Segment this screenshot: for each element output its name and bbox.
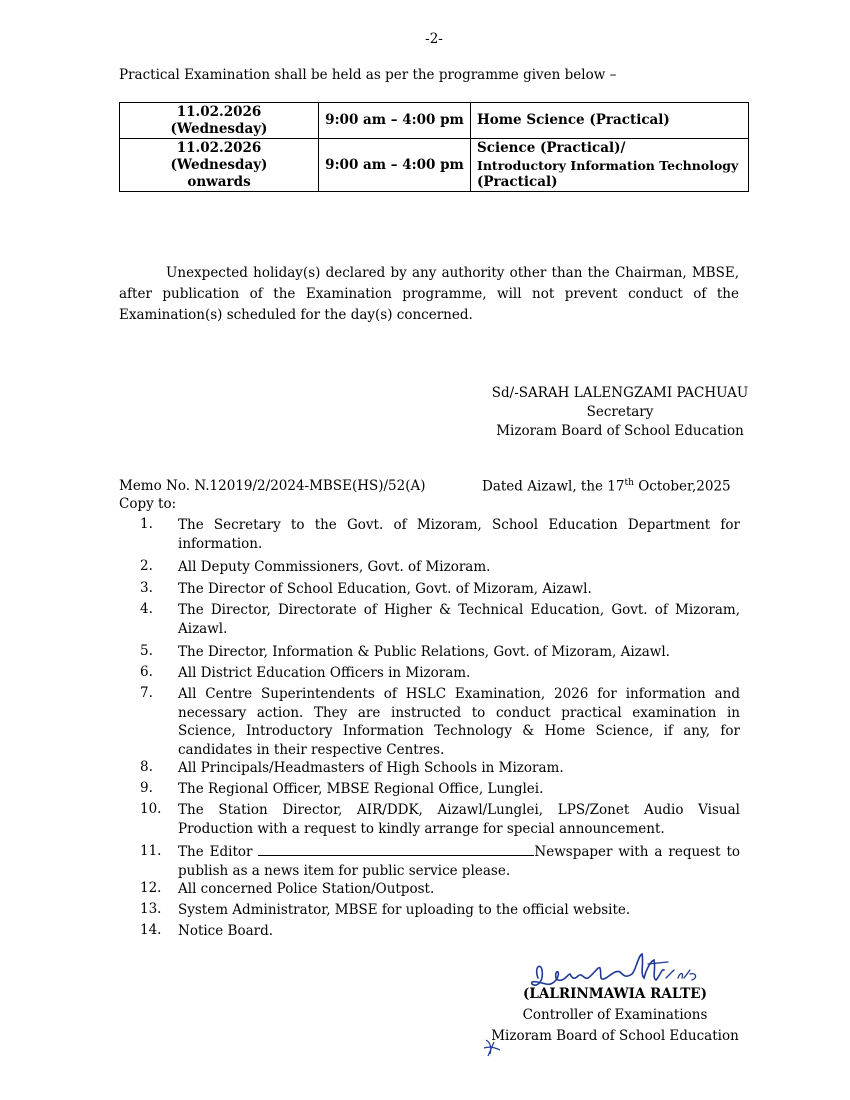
copy-to-heading: Copy to: — [119, 496, 177, 512]
item-number: 12. — [140, 880, 162, 896]
signatory2-org: Mizoram Board of School Education — [491, 1028, 739, 1044]
schedule-subject — [471, 139, 749, 192]
signatory1-org: Mizoram Board of School Education — [496, 423, 744, 439]
item-text: All District Education Officers in Mizoram. — [178, 665, 471, 681]
signatory2-name: (LALRINMAWIA RALTE) — [523, 986, 707, 1002]
notice-text: Unexpected holiday(s) declared by any authority other than the Chairman, MBSE, after publication of the Examination programme, will not prevent conduct of the Examination(s) scheduled for the day(s) concerned. — [119, 265, 739, 323]
initial-mark — [482, 1036, 502, 1058]
handwritten-signature — [528, 948, 703, 990]
date-prefix: Dated Aizawl, the 17 — [482, 478, 625, 495]
schedule-time: 9:00 am – 4:00 pm — [319, 139, 471, 192]
signatory1-designation: Secretary — [586, 404, 654, 420]
item-text: The Director, Information & Public Relations, Govt. of Mizoram, Aizawl. — [178, 644, 670, 660]
intro-text: Practical Examination shall be held as per the programme given below – — [119, 67, 617, 83]
item-text: The Regional Officer, MBSE Regional Office, Lunglei. — [178, 781, 544, 797]
item-number: 14. — [140, 922, 162, 938]
item-number: 13. — [140, 901, 162, 917]
table-row — [120, 139, 749, 192]
signatory1-name: Sd/-SARAH LALENGZAMI PACHUAU — [491, 385, 749, 401]
schedule-subject-line3: (Practical) — [477, 173, 558, 190]
item-text: The Director of School Education, Govt. of Mizoram, Aizawl. — [178, 581, 592, 597]
editor-suffix: Newspaper with a request to publish as a news item for public service please. — [178, 844, 740, 879]
item-text — [178, 843, 740, 881]
item-text: All concerned Police Station/Outpost. — [178, 881, 435, 897]
item-text: Notice Board. — [178, 923, 274, 939]
item-number: 11. — [140, 843, 162, 859]
item-number: 10. — [140, 801, 162, 817]
editor-prefix: The Editor — [178, 844, 259, 860]
item-number: 2. — [140, 558, 153, 574]
editor-blank-line — [258, 843, 534, 856]
schedule-subject-line1: Science (Practical)/ — [477, 139, 626, 156]
item-text: System Administrator, MBSE for uploading to the official website. — [178, 902, 631, 918]
item-text: All Deputy Commissioners, Govt. of Mizoram. — [178, 559, 491, 575]
schedule-date-line2: onwards — [187, 173, 251, 190]
schedule-time: 9:00 am – 4:00 pm — [319, 103, 471, 139]
signatory2-designation: Controller of Examinations — [522, 1007, 708, 1023]
item-number: 9. — [140, 780, 153, 796]
item-number: 5. — [140, 643, 153, 659]
item-text: All Principals/Headmasters of High Schools in Mizoram. — [178, 760, 564, 776]
item-number: 3. — [140, 580, 153, 596]
item-text: The Director, Directorate of Higher & Technical Education, Govt. of Mizoram, Aizawl. — [178, 602, 740, 637]
schedule-date — [120, 139, 319, 192]
date-sup: th — [624, 478, 634, 488]
schedule-table — [119, 102, 749, 192]
item-number: 7. — [140, 685, 153, 701]
memo-number: Memo No. N.12019/2/2024-MBSE(HS)/52(A) — [119, 478, 426, 494]
schedule-date: 11.02.2026 (Wednesday) — [120, 103, 319, 139]
table-row — [120, 103, 749, 139]
item-text: The Secretary to the Govt. of Mizoram, School Education Department for information. — [178, 517, 740, 552]
item-number: 1. — [140, 516, 153, 532]
schedule-subject-line2: Introductory Information Technology — [477, 157, 739, 173]
item-text: All Centre Superintendents of HSLC Examination, 2026 for information and necessary action. They are instructed to conduct practical examination in Science, Introductory Information Technology & Home Science, if any, for candidates in their respective Centres. — [178, 686, 740, 758]
memo-date — [482, 478, 731, 495]
item-number: 4. — [140, 601, 153, 617]
schedule-date-line1: 11.02.2026 (Wednesday) — [170, 139, 268, 173]
notice-paragraph — [119, 263, 739, 326]
page-number: -2- — [425, 31, 443, 47]
date-suffix: October,2025 — [633, 478, 731, 495]
item-number: 6. — [140, 664, 153, 680]
item-text: The Station Director, AIR/DDK, Aizawl/Lunglei, LPS/Zonet Audio Visual Production with a request to kindly arrange for special announcement. — [178, 802, 740, 837]
schedule-subject: Home Science (Practical) — [471, 103, 749, 139]
item-number: 8. — [140, 759, 153, 775]
